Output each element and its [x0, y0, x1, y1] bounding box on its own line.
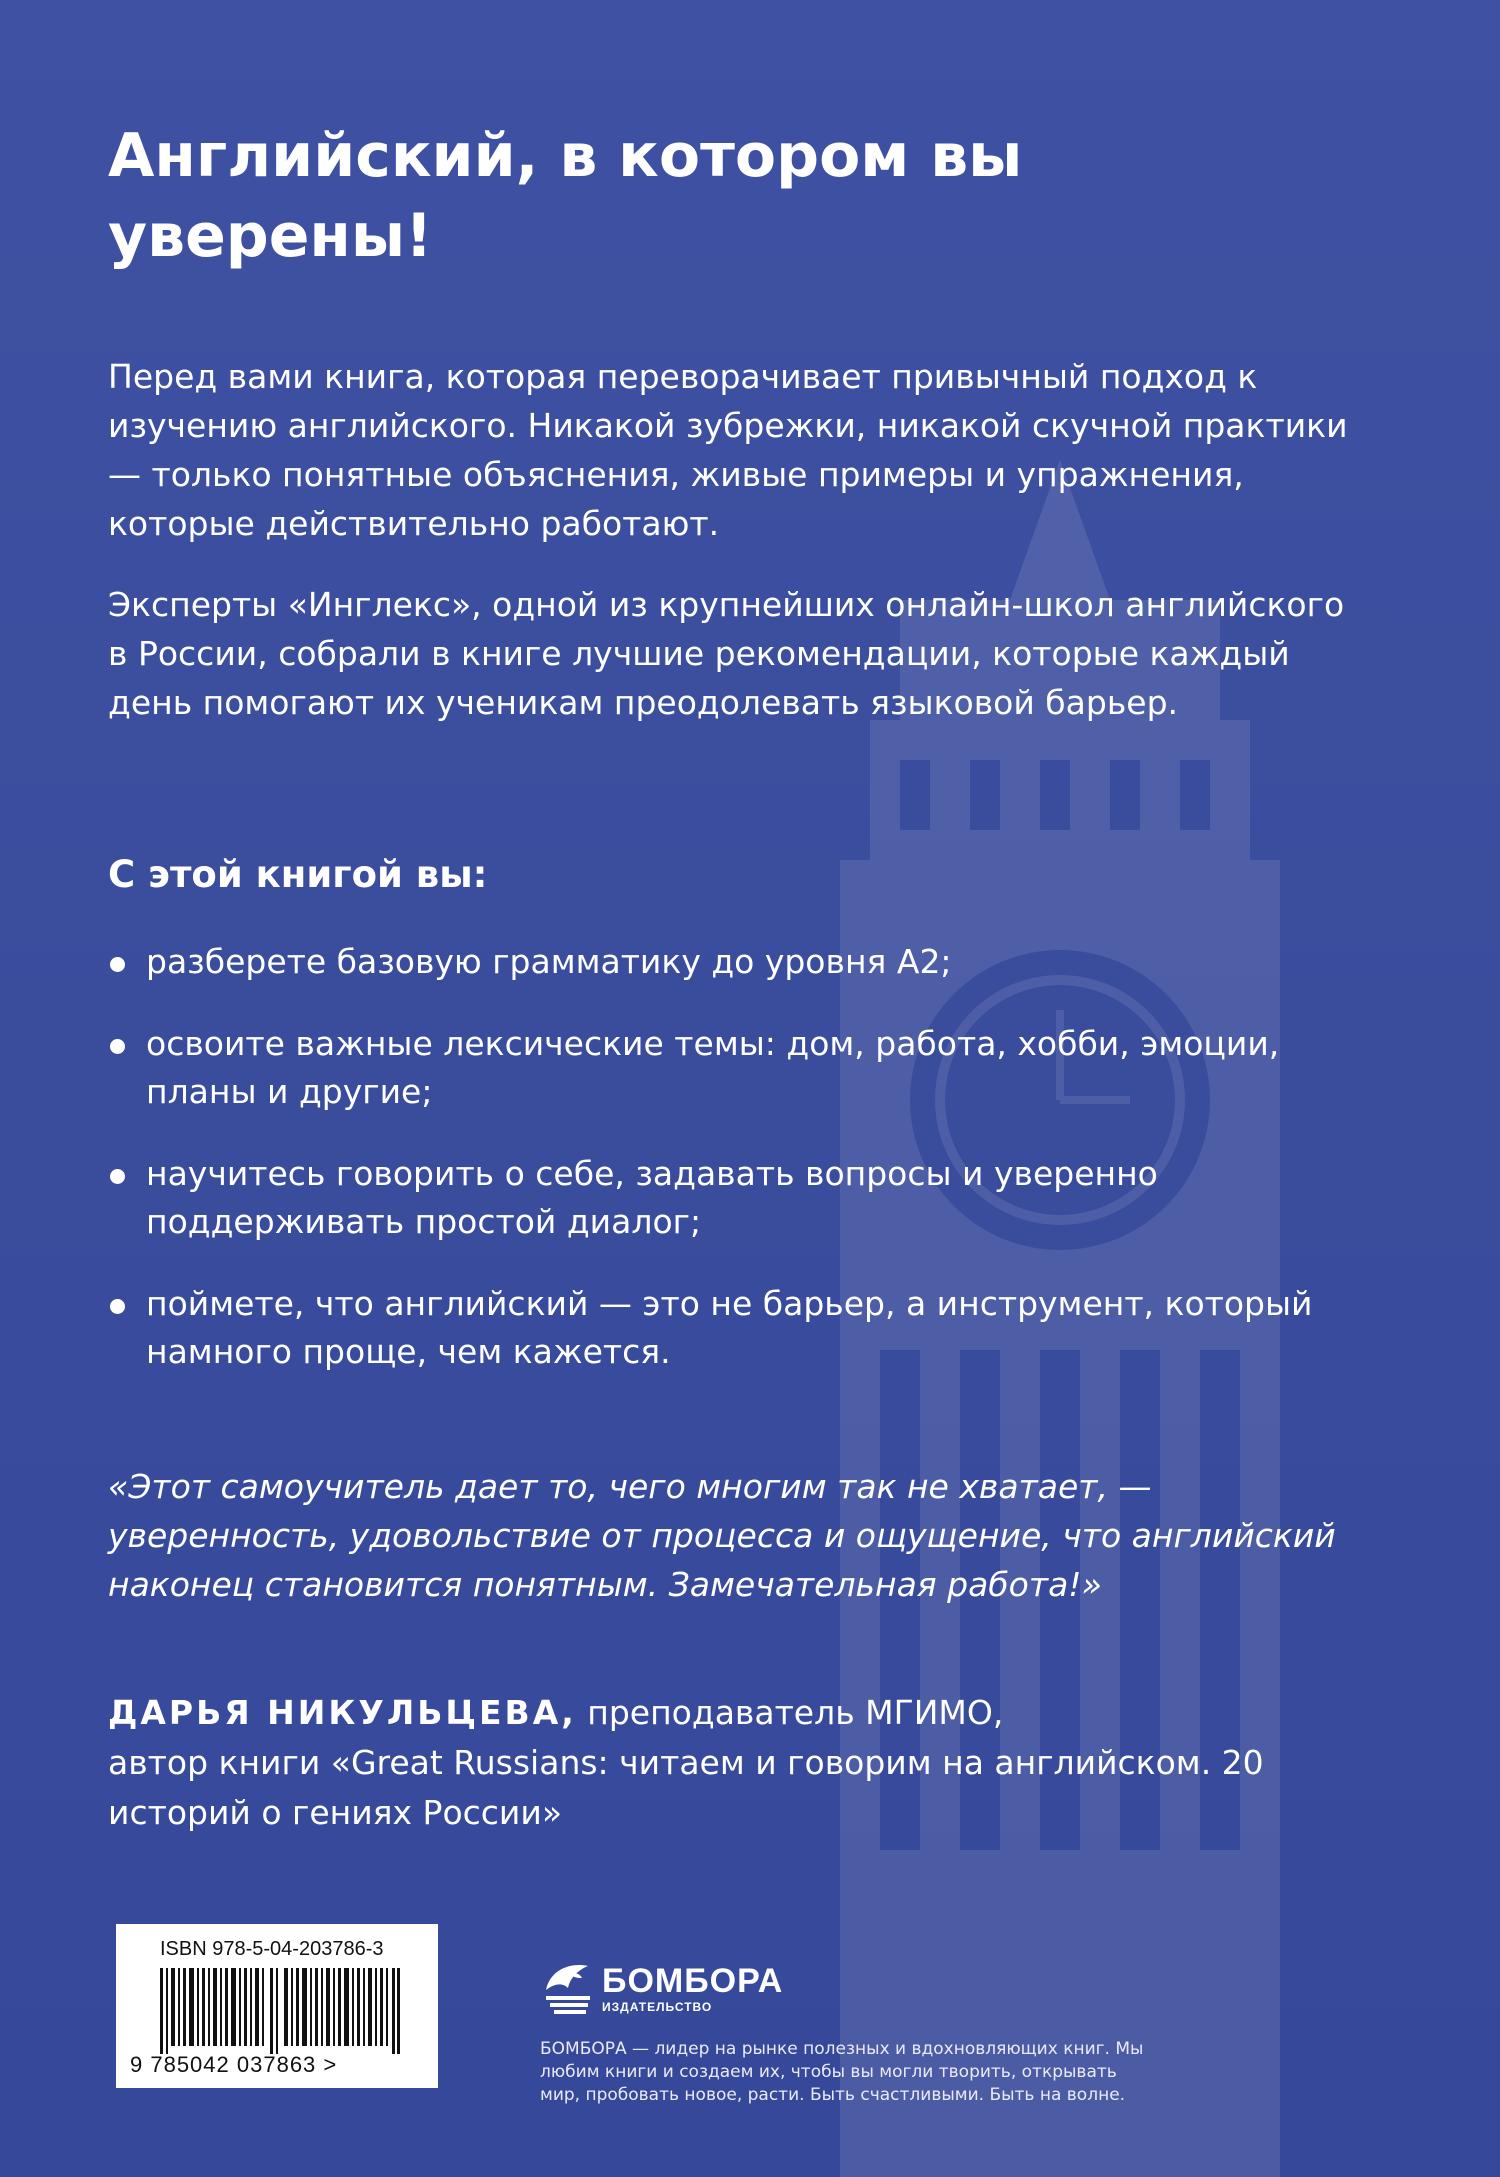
bullet-icon: [110, 1039, 125, 1054]
bullet-icon: [110, 957, 125, 972]
barcode-icon: [160, 1968, 400, 2054]
benefit-item: [108, 938, 1358, 986]
testimonial-author: [108, 1688, 1408, 1838]
publisher-description: БОМБОРА — лидер на рынке полезных и вдохновляющих книг. Мы любим книги и создаем их, чтобы вы могли творить, открывать мир, пробовать новое, расти. Быть счастливыми. Быть на волне.: [540, 2039, 1144, 2105]
isbn-barcode-panel: [116, 1924, 438, 2088]
benefit-text: поймете, что английский — это не барьер, а инструмент, который намного проще, чем кажется.: [146, 1284, 1313, 1371]
benefit-text: научитесь говорить о себе, задавать вопросы и уверенно поддерживать простой диалог;: [146, 1154, 1158, 1241]
testimonial-quote: «Этот самоучитель дает то, чего многим так не хватает, — уверенность, удовольствие от процесса и ощущение, что английский наконец становится понятным. Замечательная работа!»: [108, 1467, 1336, 1604]
author-name: ДАРЬЯ НИКУЛЬЦЕВА,: [108, 1693, 577, 1732]
isbn-label: ISBN 978-5-04-203786-3: [160, 1938, 384, 1960]
benefit-text: освоите важные лексические темы: дом, работа, хобби, эмоции, планы и другие;: [146, 1024, 1280, 1111]
headline: Английский, в котором вы уверены!: [108, 121, 1023, 271]
isbn-digits: 9 785042 037863 >: [130, 2052, 338, 2077]
publisher-subtitle: ИЗДАТЕЛЬСТВО: [602, 2000, 713, 2014]
intro-paragraph: Перед вами книга, которая переворачивает привычный подход к изучению английского. Никакой зубрежки, никакой скучной практики — только понятные объяснения, живые примеры и упражнения, которые действительно работают.: [108, 357, 1348, 543]
bombora-wave-logo-icon: [540, 1956, 596, 2014]
benefit-item: [108, 1150, 1358, 1246]
publisher-name: БОМБОРА: [602, 1962, 784, 2000]
experts-paragraph: Эксперты «Инглекс», одной из крупнейших онлайн-школ английского в России, собрали в книге лучшие рекомендации, которые каждый день помогают их ученикам преодолевать языковой барьер.: [108, 585, 1345, 722]
benefit-text: разберете базовую грамматику до уровня А2;: [146, 942, 952, 981]
benefits-heading: С этой книгой вы:: [108, 853, 488, 896]
bullet-icon: [110, 1169, 125, 1184]
author-book: автор книги «Great Russians: читаем и говорим на английском. 20 историй о гениях России»: [108, 1743, 1264, 1832]
benefits-list: [108, 938, 1358, 1410]
author-role: преподаватель МГИМО,: [587, 1693, 1004, 1732]
bullet-icon: [110, 1299, 125, 1314]
benefit-item: [108, 1020, 1358, 1116]
benefit-item: [108, 1280, 1358, 1376]
